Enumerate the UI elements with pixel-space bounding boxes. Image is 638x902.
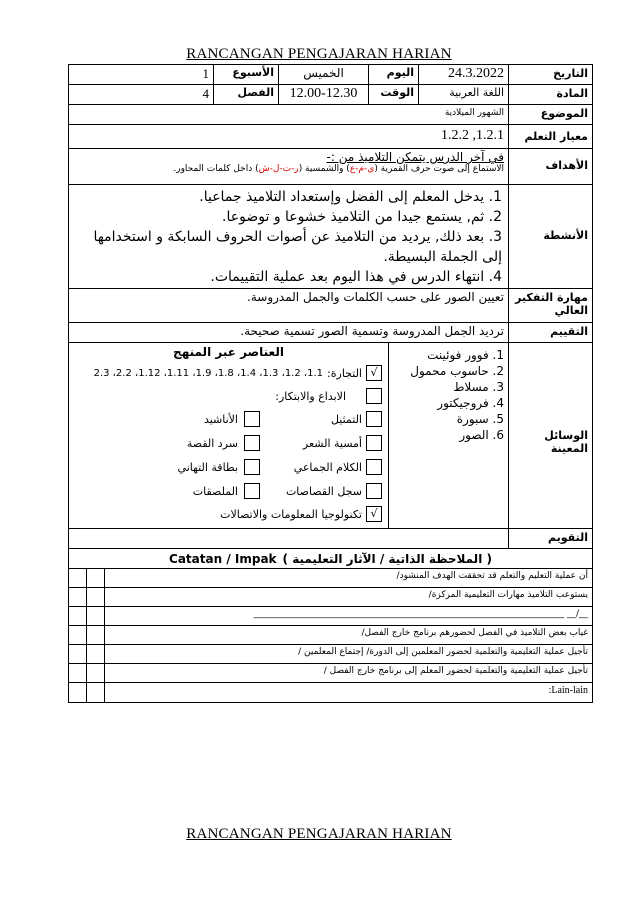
objectives-text-a: الاستماع إلى صوت حرف القمرية ( [374,164,504,174]
evaluation-row [69,529,592,549]
creativity-checkbox[interactable] [366,388,382,404]
ict-checkbox[interactable]: √ [366,506,382,522]
activity-item: 1. يدخل المعلم إلى الفضل وإستعداد التلاميذ جماعيا. [199,189,502,205]
ict-line [75,503,382,525]
header-row-1 [69,65,592,85]
poetry-label: أمسية الشعر [302,436,362,450]
aids-row [69,343,592,529]
note-checkbox[interactable] [87,626,105,644]
impact-header-malay: Catatan / Impak [169,551,277,566]
activity-item: 4. انتهاء الدرس في هذا اليوم بعد عملية التقييمات. [210,269,502,285]
story-label: سرد القصة [186,436,238,450]
option-row-1 [75,407,382,431]
activities-row [69,185,592,289]
activity-item: 2. ثم, يستمع جيدا من التلاميذ خشوعا و توضوعا. [222,209,502,225]
acting-checkbox[interactable] [366,411,382,427]
week-label: الأسبوع [213,65,278,84]
acting-label: التمثيل [330,412,362,426]
moon-letters: ي-م-ع [349,164,375,174]
class-label: الفصل [213,85,278,104]
speech-checkbox[interactable] [366,459,382,475]
ict-label: تكنولوجيا المعلومات والاتصالات [220,507,362,521]
aids-label: الوسائل المعينة [508,343,592,528]
day-value: الخميس [278,65,368,84]
lesson-plan-table [68,64,593,703]
week-value: 1 [202,66,209,81]
evaluation-label: التقويم [508,529,592,548]
story-checkbox[interactable] [244,435,260,451]
cross-title: العناصر عبر المنهج [173,345,284,359]
trade-codes: 1.1، 1.2، 1.3، 1.4، 1.8، 1.9، 1.11، 1.12، 2.2، 2.3 [93,367,324,379]
date-value: 24.3.2022 [418,65,508,84]
note-text: غياب بعض التلاميذ في الفصل لحضورهم برنامج خارج الفصل/ [361,628,588,638]
standard-value: 1.2.1, 1.2.2 [441,128,504,143]
speech-label: الكلام الجماعي [293,460,362,474]
note-checkbox-2[interactable] [69,588,87,606]
thinking-label [508,289,592,322]
class-value: 4 [202,86,209,101]
cross-curricular [69,343,388,528]
option-row-2 [75,431,382,455]
objectives-label: الأهداف [508,149,592,184]
aid-item: 3. مسلاط [453,380,504,394]
objectives-text-c: ) داخل كلمات المحاور. [173,164,259,174]
thinking-label-2: العالي [554,304,588,317]
note-text: يستوعب التلاميذ مهارات التعليمية المركزة/ [428,590,588,600]
trade-label: التجارة: [327,366,362,380]
creativity-label: الابداع والابتكار: [275,389,346,403]
note-text: __/__ _____________________________________________________________________ [253,609,588,619]
note-checkbox[interactable] [87,664,105,682]
topic-value: الشهور الميلادية [444,108,504,118]
topic-label: الموضوع [508,105,592,124]
day-label: اليوم [368,65,418,84]
topic-row [69,105,592,125]
assessment-value: ترديد الجمل المدروسة وتسمية الصور تسمية صحيحة. [240,324,504,338]
note-row [69,569,592,588]
sun-letters: ر-ت-ل-ش [258,164,299,174]
songs-label: الأناشيد [203,412,238,426]
note-checkbox[interactable] [87,645,105,663]
card-label: بطاقة التهاني [177,460,238,474]
page-title-repeat: RANCANGAN PENGAJARAN HARIAN [186,826,452,842]
note-checkbox-2[interactable] [69,569,87,587]
aid-item: 4. فروجيكتور [437,396,504,410]
assessment-label: التقييم [508,323,592,342]
objectives-text-b: ) والشمسية ( [298,164,350,174]
objectives-row [69,149,592,185]
option-row-4 [75,479,382,503]
standard-label: معيار التعلم [508,125,592,148]
header-row-2 [69,85,592,105]
objectives-detail [73,164,504,174]
card-checkbox[interactable] [244,459,260,475]
option-row-3 [75,455,382,479]
note-text: أن عملية التعليم والتعلم قد تحققت الهدف المنشود/ [396,571,588,581]
thinking-row [69,289,592,323]
trade-line [75,361,382,385]
activities-list [69,185,508,288]
evaluation-value [69,529,508,548]
aid-item: 6. الصور [459,428,504,442]
trade-checkbox[interactable]: √ [366,365,382,381]
aid-item: 5. سبورة [456,412,504,426]
page-title: RANCANGAN PENGAJARAN HARIAN [186,46,452,62]
note-checkbox[interactable] [87,683,105,702]
subject-value: اللغة العربية [418,85,508,104]
note-text: تأجيل عملية التعليمية والتعلمية لحضور المعلمين إلى الدورة/ إجتماع المعلمين / [298,647,588,657]
standard-row [69,125,592,149]
note-text: تأجيل عملية التعليمية والتعلمية لحضور المعلم إلى برنامج خارج الفصل / [323,666,588,676]
assessment-row [69,323,592,343]
note-row [69,626,592,645]
thinking-value: تعيين الصور على حسب الكلمات والجمل المدروسة. [247,290,504,304]
clips-checkbox[interactable] [366,483,382,499]
posters-checkbox[interactable] [244,483,260,499]
subject-label: المادة [508,85,592,104]
note-text-other: Lain-lain: [548,685,588,696]
activities-label: الأنشطة [508,185,592,288]
time-value: 12.00-12.30 [278,85,368,104]
impact-header [69,549,592,569]
note-checkbox[interactable] [87,588,105,606]
note-checkbox-2[interactable] [69,683,87,702]
aids-list [388,343,508,528]
note-row [69,645,592,664]
clips-label: سجل القصاصات [285,484,362,498]
note-checkbox-2[interactable] [69,664,87,682]
note-checkbox-2[interactable] [69,645,87,663]
note-checkbox[interactable] [87,607,105,625]
date-label: التاريخ [508,65,592,84]
note-checkbox-2[interactable] [69,607,87,625]
impact-header-arabic: ( الملاحظة الذاتية / الآثار التعليمية ) [282,551,492,566]
aid-item: 1. فوور فوئينت [427,348,504,362]
time-label: الوقت [368,85,418,104]
creativity-line [75,385,382,407]
aid-item: 2. حاسوب محمول [410,364,504,378]
note-row [69,664,592,683]
objectives-intro: في آخر الدرس يتمكن التلاميذ من :- [326,150,504,164]
note-checkbox[interactable] [87,569,105,587]
note-checkbox-2[interactable] [69,626,87,644]
note-row [69,607,592,626]
posters-label: الملصقات [192,484,238,498]
note-row [69,683,592,702]
songs-checkbox[interactable] [244,411,260,427]
objectives-content [69,149,508,184]
poetry-checkbox[interactable] [366,435,382,451]
thinking-label-1: مهارة التفكير [515,291,588,304]
activity-item: 3. بعد ذلك, يرديد من التلاميذ عن أصوات الحروف السابكة و استخدامها إلى الجملة البسيطة. [93,229,502,265]
note-row [69,588,592,607]
